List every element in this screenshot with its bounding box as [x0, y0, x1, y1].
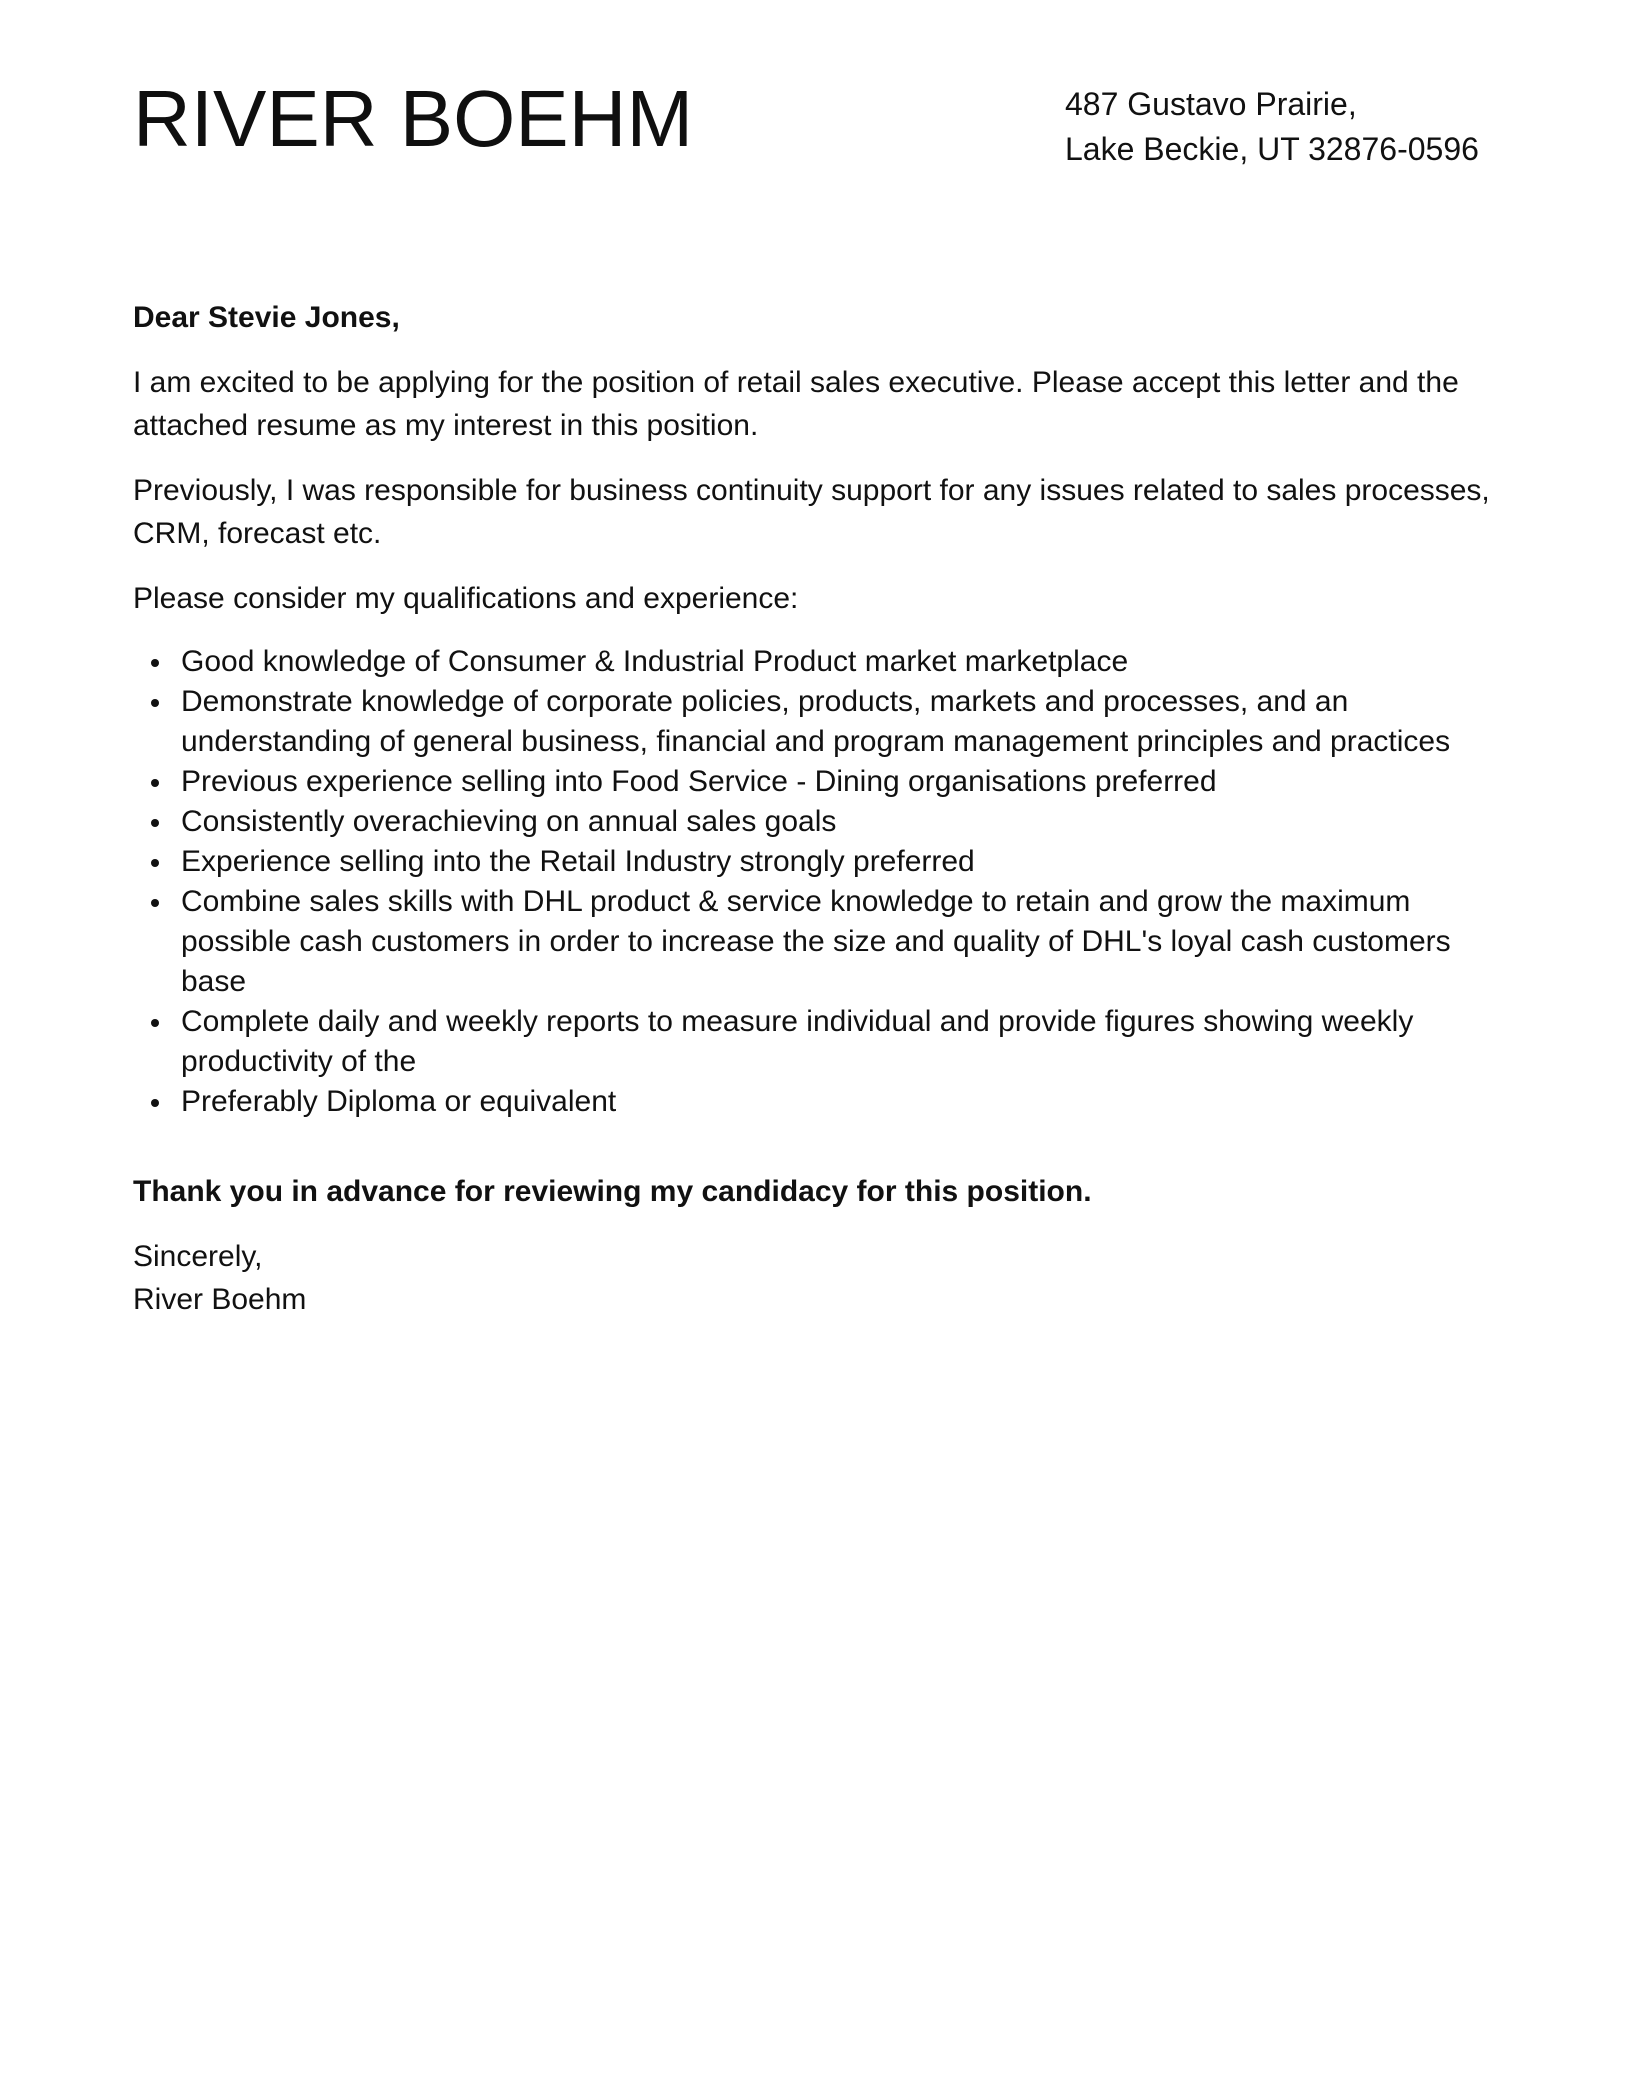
qualifications-list [133, 642, 1501, 1122]
qualification-item: Preferably Diploma or equivalent [181, 1082, 1501, 1122]
greeting: Dear Stevie Jones, [133, 301, 400, 334]
signoff: Sincerely, [133, 1240, 263, 1273]
address-line-2: Lake Beckie, UT 32876-0596 [1065, 131, 1479, 167]
qualification-item: Complete daily and weekly reports to measure individual and provide figures showing weekly productivity of the [181, 1002, 1501, 1082]
letter-body [133, 296, 1501, 1321]
applicant-address [1065, 82, 1505, 172]
qualification-item: Consistently overachieving on annual sales goals [181, 802, 1501, 842]
qualification-item: Experience selling into the Retail Industry strongly preferred [181, 842, 1501, 882]
intro-paragraph: I am excited to be applying for the position of retail sales executive. Please accept this letter and the attached resume as my interest in this position. [133, 366, 1459, 442]
address-line-1: 487 Gustavo Prairie, [1065, 86, 1357, 122]
signoff-block [133, 1235, 1501, 1321]
applicant-name: RIVER BOEHM [133, 74, 694, 163]
qualification-item: Good knowledge of Consumer & Industrial Product market marketplace [181, 642, 1501, 682]
qualification-item: Combine sales skills with DHL product & service knowledge to retain and grow the maximum possible cash customers in order to increase the size and quality of DHL's loyal cash customers base [181, 882, 1501, 1002]
qualifications-intro: Please consider my qualifications and experience: [133, 582, 799, 615]
signature-name: River Boehm [133, 1283, 307, 1316]
qualification-item: Demonstrate knowledge of corporate policies, products, markets and processes, and an understanding of general business, financial and program management principles and practices [181, 682, 1501, 762]
qualification-item: Previous experience selling into Food Service - Dining organisations preferred [181, 762, 1501, 802]
experience-paragraph: Previously, I was responsible for business continuity support for any issues related to sales processes, CRM, forecast etc. [133, 474, 1490, 550]
closing-statement: Thank you in advance for reviewing my candidacy for this position. [133, 1175, 1092, 1208]
letter-header [133, 72, 1501, 192]
